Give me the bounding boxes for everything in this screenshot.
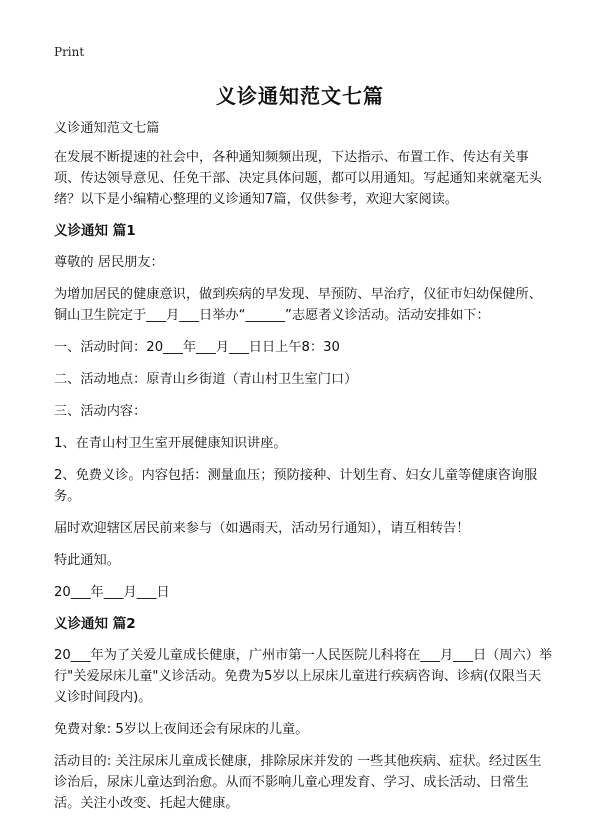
section-1-location: 二、活动地点：原青山乡街道（青山村卫生室门口） bbox=[54, 372, 358, 387]
section-1-content-label: 三、活动内容： bbox=[54, 404, 147, 419]
document-title: 义诊通知范文七篇 bbox=[216, 84, 384, 108]
section-1-item-1: 1、在青山村卫生室开展健康知识讲座。 bbox=[54, 436, 287, 451]
section-1-greeting: 尊敬的 居民朋友： bbox=[54, 255, 164, 270]
section-2-paragraph: 20___年为了关爱儿童成长健康，广州市第一人民医院儿科将在___月___日（周六）举行"关爱尿床儿童"义诊活动。免费为5岁以上尿床儿童进行疾病咨询、诊病(仅限当天义诊时间段内)。 bbox=[54, 648, 553, 705]
section-1-paragraph: 为增加居民的健康意识，做到疾病的早发现、早预防、早治疗，仪征市妇幼保健所、铜山卫生院定于___月___日举办“______”志愿者义诊活动。活动安排如下： bbox=[54, 287, 542, 323]
section-1-item-2: 2、免费义诊。内容包括：测量血压；预防接种、计划生育、妇女儿童等健康咨询服务。 bbox=[54, 468, 538, 504]
section-2-heading: 义诊通知 篇2 bbox=[54, 616, 136, 632]
section-1-notice: 特此通知。 bbox=[54, 553, 120, 568]
section-1-heading: 义诊通知 篇1 bbox=[54, 223, 136, 239]
print-link[interactable]: Print bbox=[54, 45, 85, 59]
document-body bbox=[54, 118, 554, 825]
document-subtitle: 义诊通知范文七篇 bbox=[54, 121, 160, 136]
intro-paragraph: 在发展不断提速的社会中，各种通知频频出现，下达指示、布置工作、传达有关事项、传达领导意见、任免干部、决定具体问题，都可以用通知。写起通知来就毫无头绪？以下是小编精心整理的义诊通知7篇，仅供参考，欢迎大家阅读。 bbox=[54, 150, 542, 207]
section-1-time: 一、活动时间：20___年___月___日日上午8：30 bbox=[54, 340, 340, 355]
section-1-welcome: 届时欢迎辖区居民前来参与（如遇雨天，活动另行通知），请互相转告！ bbox=[54, 521, 470, 536]
section-2-purpose: 活动目的: 关注尿床儿童成长健康，排除尿床并发的 一些其他疾病、症状。经过医生诊治后，尿床儿童达到治愈。从而不影响儿童心理发育、学习、成长活动、日常生活。关注小改变、托起大健康。 bbox=[54, 754, 542, 811]
section-1-date: 20___年___月___日 bbox=[54, 585, 170, 600]
section-2-target: 免费对象: 5岁以上夜间还会有尿床的儿童。 bbox=[54, 722, 309, 737]
